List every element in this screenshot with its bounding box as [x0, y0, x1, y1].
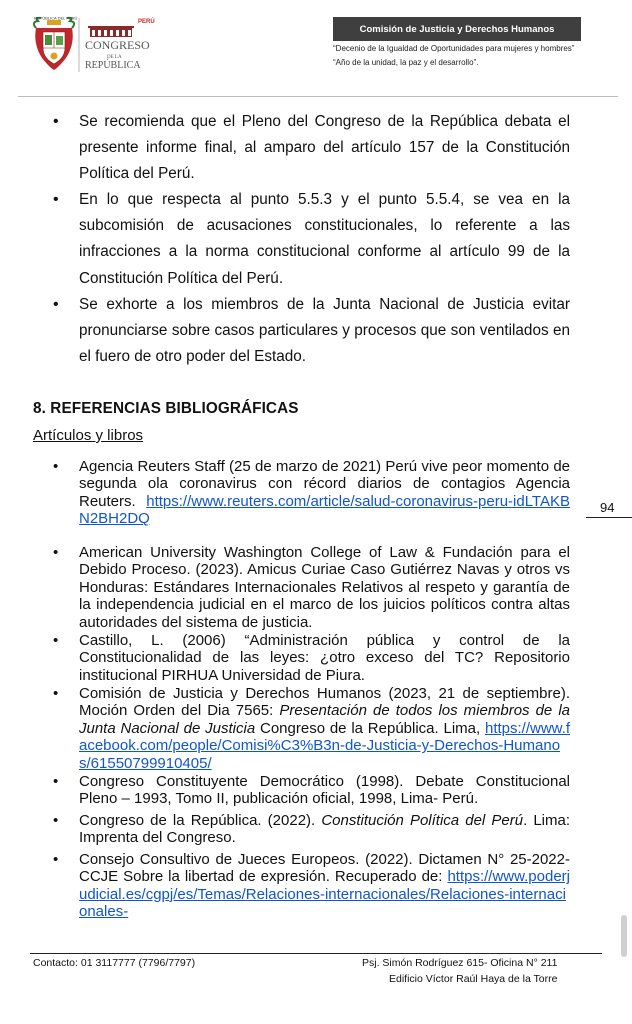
reference-text: Agencia Reuters Staff (25 de marzo de 2021) Perú vive peor momento de segunda ola coronavirus con récord diarios de contagios Agencia Reuters. [79, 458, 570, 510]
recommendation-item: Se exhorte a los miembros de la Junta Nacional de Justicia evitar pronunciarse sobre casos particulares y procesos que son ventilados en el fuero de otro poder del Estado. [79, 296, 570, 366]
reference-text: Congreso de la República. (2022). [79, 812, 322, 829]
reference-link[interactable]: https://www.reuters.com/article/salud-coronavirus-peru-idLTAKBN2BH2DQ [79, 492, 570, 528]
page-number: 94 [600, 500, 615, 515]
bullet-icon: • [53, 851, 59, 868]
reference-item [79, 458, 570, 528]
reference-item [79, 812, 570, 847]
reference-link[interactable]: https://www.poderjudicial.es/cgpj/es/Temas/Relaciones-internacionales/Relaciones-internacionales- [79, 868, 570, 921]
reference-text: Comisión de Justicia y Derechos Humanos (2023, 21 de septiembre). Moción Orden del Dia 7565: [79, 685, 570, 720]
svg-text:DE LA: DE LA [107, 55, 122, 60]
reference-item [79, 685, 570, 772]
decade-motto: “Decenio de la Igualdad de Oportunidades para mujeres y hombres” [333, 44, 575, 53]
bullet-icon: • [53, 685, 59, 702]
bullet-icon: • [53, 296, 59, 313]
commission-header: Comisión de Justicia y Derechos Humanos [333, 17, 581, 41]
reference-item: Congreso Constituyente Democrático (1998). Debate Constitucional Pleno – 1993, Tomo II, publicación oficial, 1998, Lima- Perú. [79, 773, 570, 808]
reference-italic: Presentación de todos los miembros de la Junta Nacional de Justicia [79, 702, 570, 737]
footer-building: Edificio Víctor Raúl Haya de la Torre [389, 973, 558, 985]
reference-text: Congreso de la República. Lima, [255, 719, 481, 737]
reference-item: Castillo, L. (2006) “Administración pública y control de la Constitucionalidad de las leyes: ¿otro exceso del TC? Repositorio institucional PIRHUA Universidad de Piura. [79, 632, 570, 684]
bullet-icon: • [53, 191, 59, 208]
svg-text:PERÚ: PERÚ [138, 19, 155, 25]
scrollbar-thumb[interactable] [621, 915, 627, 957]
svg-text:REPÚBLICA DEL PERÚ: REPÚBLICA DEL PERÚ [34, 15, 78, 21]
bullet-icon: • [53, 812, 59, 829]
bullet-icon: • [53, 544, 59, 561]
svg-text:CONGRESO: CONGRESO [85, 38, 150, 52]
bullet-icon: • [53, 773, 59, 790]
footer-divider [30, 953, 602, 954]
congreso-logo [30, 14, 160, 74]
recommendation-item: En lo que respecta al punto 5.5.3 y el punto 5.5.4, se vea en la subcomisión de acusaciones constitucionales, lo referente a las infracciones a la norma constitucional conforme al artículo 99 de la Constitución Política del Perú. [79, 191, 570, 287]
bullet-icon: • [53, 113, 59, 130]
svg-text:REPÚBLICA: REPÚBLICA [85, 60, 141, 71]
footer-address: Psj. Simón Rodríguez 615- Oficina N° 211 [362, 957, 558, 969]
reference-text: Consejo Consultivo de Jueces Europeos. (2022). Dictamen N° 25-2022-CCJE Sobre la libertad de expresión. Recuperado de: [79, 851, 570, 886]
year-motto: “Año de la unidad, la paz y el desarrollo”. [333, 58, 479, 67]
coat-of-arms-icon [34, 18, 74, 70]
reference-text: . Lima: Imprenta del Congreso. [79, 812, 571, 847]
recommendation-item: Se recomienda que el Pleno del Congreso de la República debata el presente informe final, al amparo del artículo 157 de la Constitución Política del Perú. [79, 113, 570, 183]
section-title: 8. REFERENCIAS BIBLIOGRÁFICAS [33, 400, 299, 417]
reference-item [79, 851, 570, 921]
reference-item: American University Washington College of Law & Fundación para el Debido Proceso. (2023). Amicus Curiae Caso Gutiérrez Navas y otros vs Honduras: Estándares Internacionales Relativos al respeto y garantía de la independencia judicial en el marco de los juicios políticos contra altas autoridades del sistema de justicia. [79, 544, 570, 631]
building-icon [88, 26, 134, 37]
bullet-icon: • [53, 632, 59, 649]
reference-link[interactable]: https://www.facebook.com/people/Comisi%C3%B3n-de-Justicia-y-Derechos-Humanos/61550799910405/ [79, 719, 571, 772]
section-subtitle: Artículos y libros [33, 427, 144, 444]
footer-contact: Contacto: 01 3117777 (7796/7797) [33, 957, 196, 969]
header-divider [18, 96, 618, 97]
bullet-icon: • [53, 458, 59, 475]
page-number-divider [586, 517, 632, 518]
reference-italic: Constitución Política del Perú [321, 812, 524, 829]
